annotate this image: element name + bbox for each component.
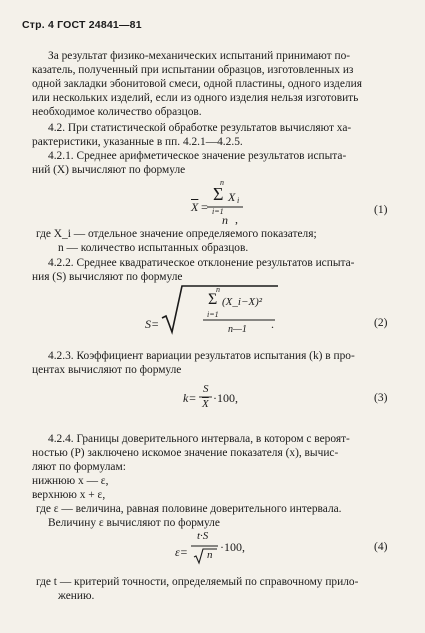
- upper-bound-line: верхнюю x + ε,: [32, 489, 106, 501]
- denominator-mean: $\overline{X}$: [202, 398, 209, 410]
- paragraph-line: ляют по формулам:: [32, 461, 126, 473]
- sum-upper-limit: n: [220, 178, 224, 187]
- paragraph-line: ностью (P) заключено искомое значение показателя (x), вычис-: [32, 447, 339, 459]
- paragraph-line: За результат физико-механических испытаний принимают по-: [48, 50, 351, 62]
- paragraph-line: где ε — величина, равная половине доверительного интервала.: [36, 503, 342, 515]
- numerator-t-s: t·S: [197, 530, 209, 542]
- s-equals: S=: [145, 317, 160, 331]
- denominator-n-minus-1: n—1: [228, 324, 247, 335]
- sum-sign: Σ: [213, 184, 224, 204]
- equals-sign: =: [201, 200, 208, 214]
- fraction-bar: [207, 206, 247, 208]
- paragraph-line: одной закладки эбонитовой смеси, одной пластины, одного изделия: [32, 78, 362, 90]
- sum-variable-index: i: [237, 196, 240, 205]
- numerator-s: S: [203, 383, 209, 395]
- paragraph-line: 4.2.4. Границы доверительного интервала, в котором с вероят-: [48, 433, 350, 445]
- times-100: ·100,: [220, 540, 245, 554]
- where-clause-line: жению.: [58, 590, 95, 602]
- paragraph-line: 4.2.2. Среднее квадратическое отклонение результатов испыта-: [48, 257, 355, 269]
- paragraph-line: 4.2.3. Коэффициент вариации результатов испытания (k) в про-: [48, 350, 355, 362]
- where-clause-line: n — количество испытанных образцов.: [58, 242, 249, 254]
- paragraph-line: 4.2.1. Среднее арифметическое значение результатов испыта-: [48, 150, 347, 162]
- lower-bound-line: нижнюю x — ε,: [32, 475, 109, 487]
- paragraph-line: или нескольких изделий, если из одного изделия нельзя изготовить: [32, 92, 359, 104]
- times-100: ·100,: [213, 391, 238, 405]
- paragraph-line: центах вычисляют по формуле: [32, 364, 182, 376]
- sum-sign: Σ: [208, 291, 218, 308]
- sum-upper-limit: n: [216, 285, 220, 294]
- mean-symbol: $\overline{X}$: [191, 200, 199, 214]
- paragraph-line: Величину ε вычисляют по формуле: [48, 517, 220, 529]
- sum-term: (X_i−X)²: [222, 296, 263, 308]
- sum-variable: X: [228, 190, 236, 204]
- denominator-n: n: [222, 213, 228, 227]
- paragraph-line: ния (S) вычисляют по формуле: [32, 271, 183, 283]
- square-root-sign: [193, 548, 219, 564]
- equation-number-1: (1): [374, 204, 388, 216]
- paragraph-line: рактеристики, указанные в пп. 4.2.1—4.2.5.: [32, 136, 243, 148]
- square-root-sign: [160, 284, 280, 336]
- equation-number-2: (2): [374, 317, 388, 329]
- denominator-n: n: [207, 549, 213, 561]
- where-clause-line: где X_i — отдельное значение определяемого показателя;: [36, 228, 317, 240]
- paragraph-line: ний (X) вычисляют по формуле: [32, 164, 186, 176]
- comma: ,: [235, 212, 238, 226]
- paragraph-line: необходимое количество образцов.: [32, 106, 202, 118]
- paragraph-line: 4.2. При статистической обработке результатов вычисляют ха-: [48, 122, 352, 134]
- fraction-bar: [203, 319, 278, 321]
- epsilon-equals: ε=: [175, 545, 188, 559]
- period: .: [271, 317, 274, 331]
- sum-lower-limit: i=1: [212, 207, 224, 216]
- fraction-bar: [191, 545, 221, 547]
- sum-lower-limit: i=1: [207, 310, 219, 319]
- where-clause-line: где t — критерий точности, определяемый по справочному прило-: [36, 576, 359, 588]
- paragraph-line: казатель, полученный при испытании образцов, изготовленных из: [32, 64, 354, 76]
- equation-number-4: (4): [374, 541, 388, 553]
- equation-number-3: (3): [374, 392, 388, 404]
- k-equals: k=: [183, 391, 197, 405]
- page-header: Стр. 4 ГОСТ 24841—81: [22, 19, 142, 31]
